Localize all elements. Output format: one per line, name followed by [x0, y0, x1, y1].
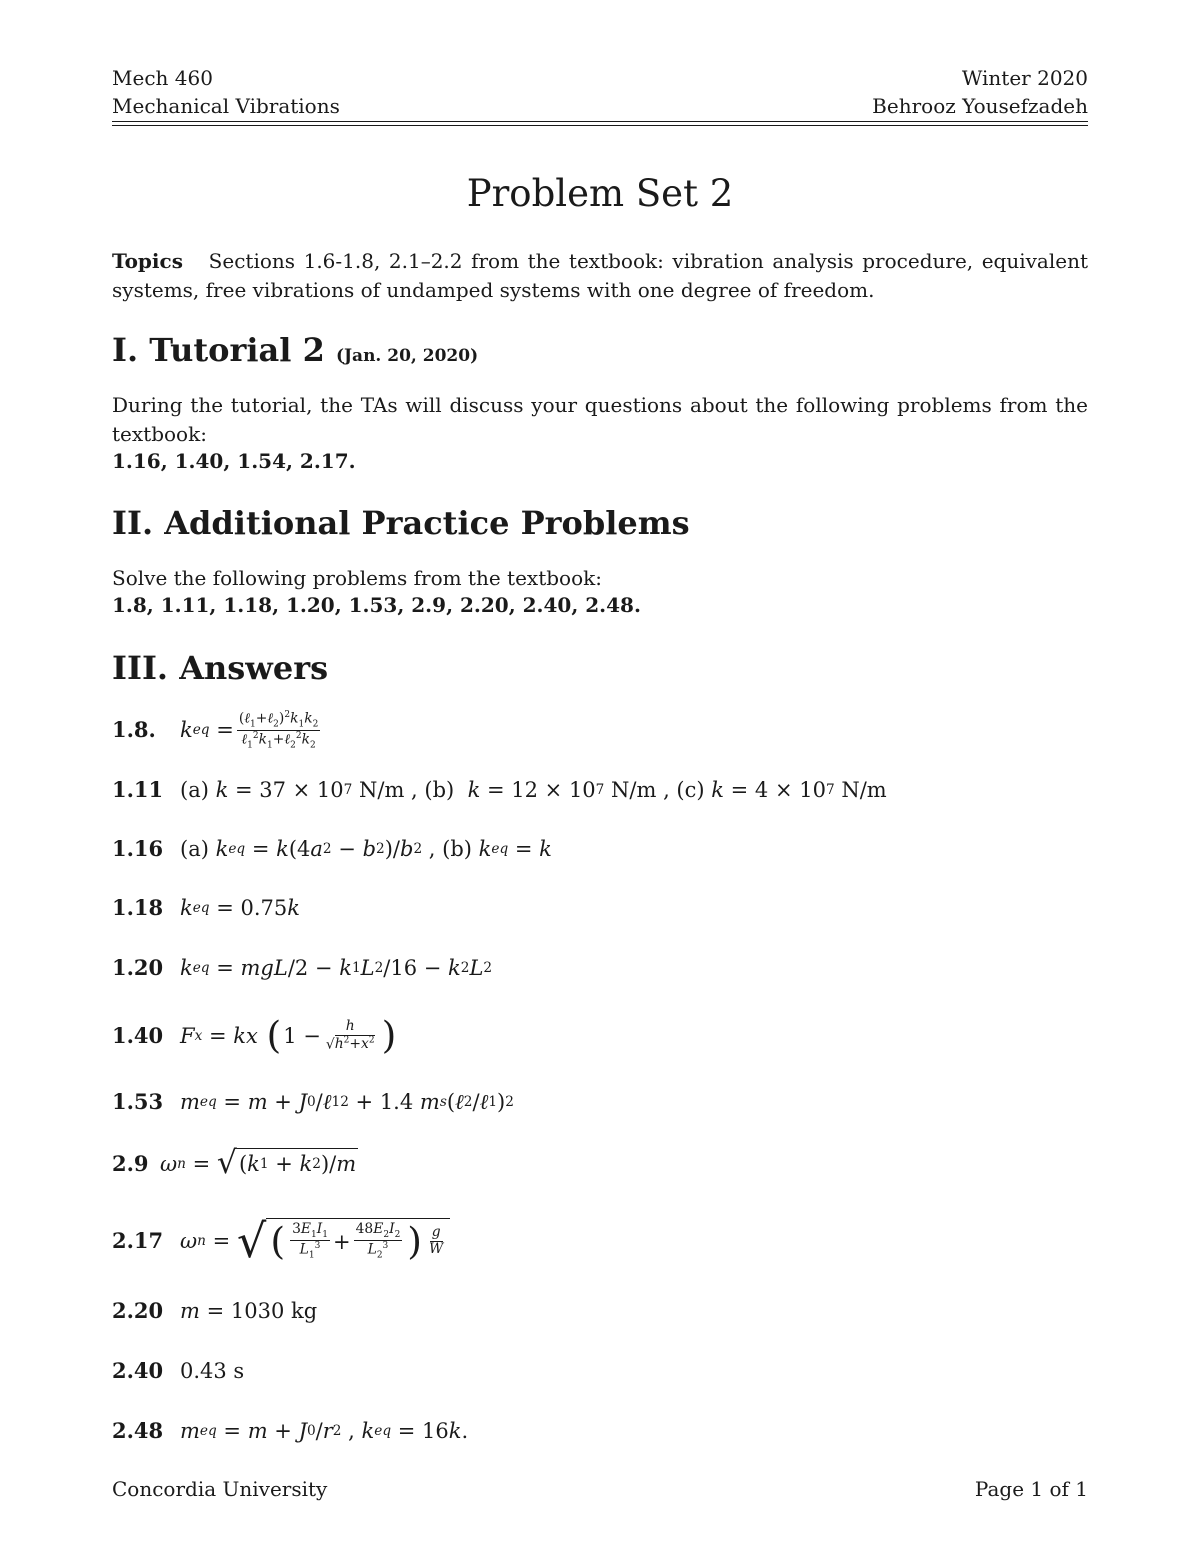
answer-label: 2.9	[112, 1150, 149, 1176]
answer-formula: k eq = 0.75 k	[180, 896, 300, 920]
answer-1-8	[112, 710, 323, 750]
answer-1-18	[112, 893, 300, 923]
tutorial-problems: 1.16, 1.40, 1.54, 2.17.	[112, 449, 356, 473]
section-practice-heading: II. Additional Practice Problems	[112, 504, 690, 542]
answer-label: 1.40	[112, 1022, 164, 1048]
answer-2-17	[112, 1214, 450, 1268]
answer-formula: (a) k = 37 × 10 7 N/m , (b) k = 12 × 10 7 N/m , (c) k = 4 × 10 7 N/m	[180, 778, 887, 802]
topics-text: Sections 1.6-1.8, 2.1–2.2 from the textbook: vibration analysis procedure, equivalent systems, free vibrations of undamped systems with one degree of freedom.	[112, 249, 1088, 302]
answer-1-11	[112, 775, 887, 805]
answer-value: 0.43 s	[180, 1359, 245, 1383]
answer-formula: k eq = $\frac{(\ell_1+\ell_2)^2k_1k_2}{\ell_1^2k_1+\ell_2^2k_2}$	[180, 710, 319, 751]
instructor: Behrooz Yousefzadeh	[872, 94, 1088, 118]
answer-label: 1.11	[112, 777, 164, 802]
answer-2-9	[112, 1145, 358, 1181]
practice-text: Solve the following problems from the textbook:	[112, 566, 602, 590]
answer-1-40	[112, 1013, 398, 1057]
practice-problems: 1.8, 1.11, 1.18, 1.20, 1.53, 2.9, 2.20, 2.40, 2.48.	[112, 593, 641, 617]
answer-label: 2.40	[112, 1358, 164, 1383]
answer-formula: ω n = √ ( k 1 + k 2 )/ m	[160, 1145, 357, 1181]
answer-label: 1.16	[112, 836, 164, 861]
section-tutorial-heading	[112, 330, 478, 376]
answer-2-48	[112, 1416, 468, 1446]
answer-1-16	[112, 834, 552, 864]
header-rule-2	[112, 125, 1088, 126]
page-title: Problem Set 2	[466, 172, 734, 215]
answer-1-53	[112, 1087, 514, 1117]
section-tutorial-date: (Jan. 20, 2020)	[335, 346, 479, 366]
answer-label: 2.17	[112, 1228, 164, 1254]
answer-formula: m = 1030 kg	[180, 1299, 318, 1323]
section-tutorial-title: I. Tutorial 2	[112, 331, 325, 369]
answer-formula: ω n = √ ( $\frac{3E_1I_1}{L_1^3}$ + $\frac{48E_2I_2}{L_2^3}$ ) $\frac{g}{W}$	[180, 1218, 450, 1264]
section-answers-heading: III. Answers	[112, 649, 329, 687]
answer-1-20	[112, 953, 492, 983]
footer-university: Concordia University	[112, 1477, 328, 1501]
answer-2-20	[112, 1296, 317, 1326]
term: Winter 2020	[961, 66, 1088, 90]
course-code: Mech 460	[112, 66, 213, 90]
answer-label: 1.20	[112, 955, 164, 980]
topics-label: Topics	[112, 249, 183, 273]
answer-label: 2.20	[112, 1298, 164, 1323]
footer-page-number: Page 1 of 1	[974, 1477, 1088, 1501]
answer-formula: (a) k eq = k (4 a 2 − b 2 )/ b 2 , (b) k eq = k	[180, 837, 552, 861]
answer-label: 1.53	[112, 1089, 164, 1114]
answer-formula: F x = kx ( 1 − $\frac{h}{√h^2+x^2}$ )	[180, 1013, 397, 1057]
course-name: Mechanical Vibrations	[112, 94, 340, 118]
answer-label: 1.18	[112, 895, 164, 920]
answer-formula: m eq = m + J 0 / ℓ 1 2 + 1.4 m s ( ℓ 2 / ℓ 1 ) 2	[180, 1090, 514, 1114]
answer-label: 2.48	[112, 1418, 164, 1443]
answer-formula: k eq = mgL /2 − k 1 L 2 /16 − k 2 L 2	[180, 956, 493, 980]
header-rule	[112, 121, 1088, 122]
answer-label: 1.8.	[112, 717, 156, 743]
answer-formula: m eq = m + J 0 / r 2 , k eq = 16 k .	[180, 1419, 469, 1443]
topics-paragraph	[112, 247, 1088, 305]
tutorial-text: During the tutorial, the TAs will discuss your questions about the following problems from the textbook:	[112, 393, 1088, 446]
answer-2-40	[112, 1356, 244, 1386]
